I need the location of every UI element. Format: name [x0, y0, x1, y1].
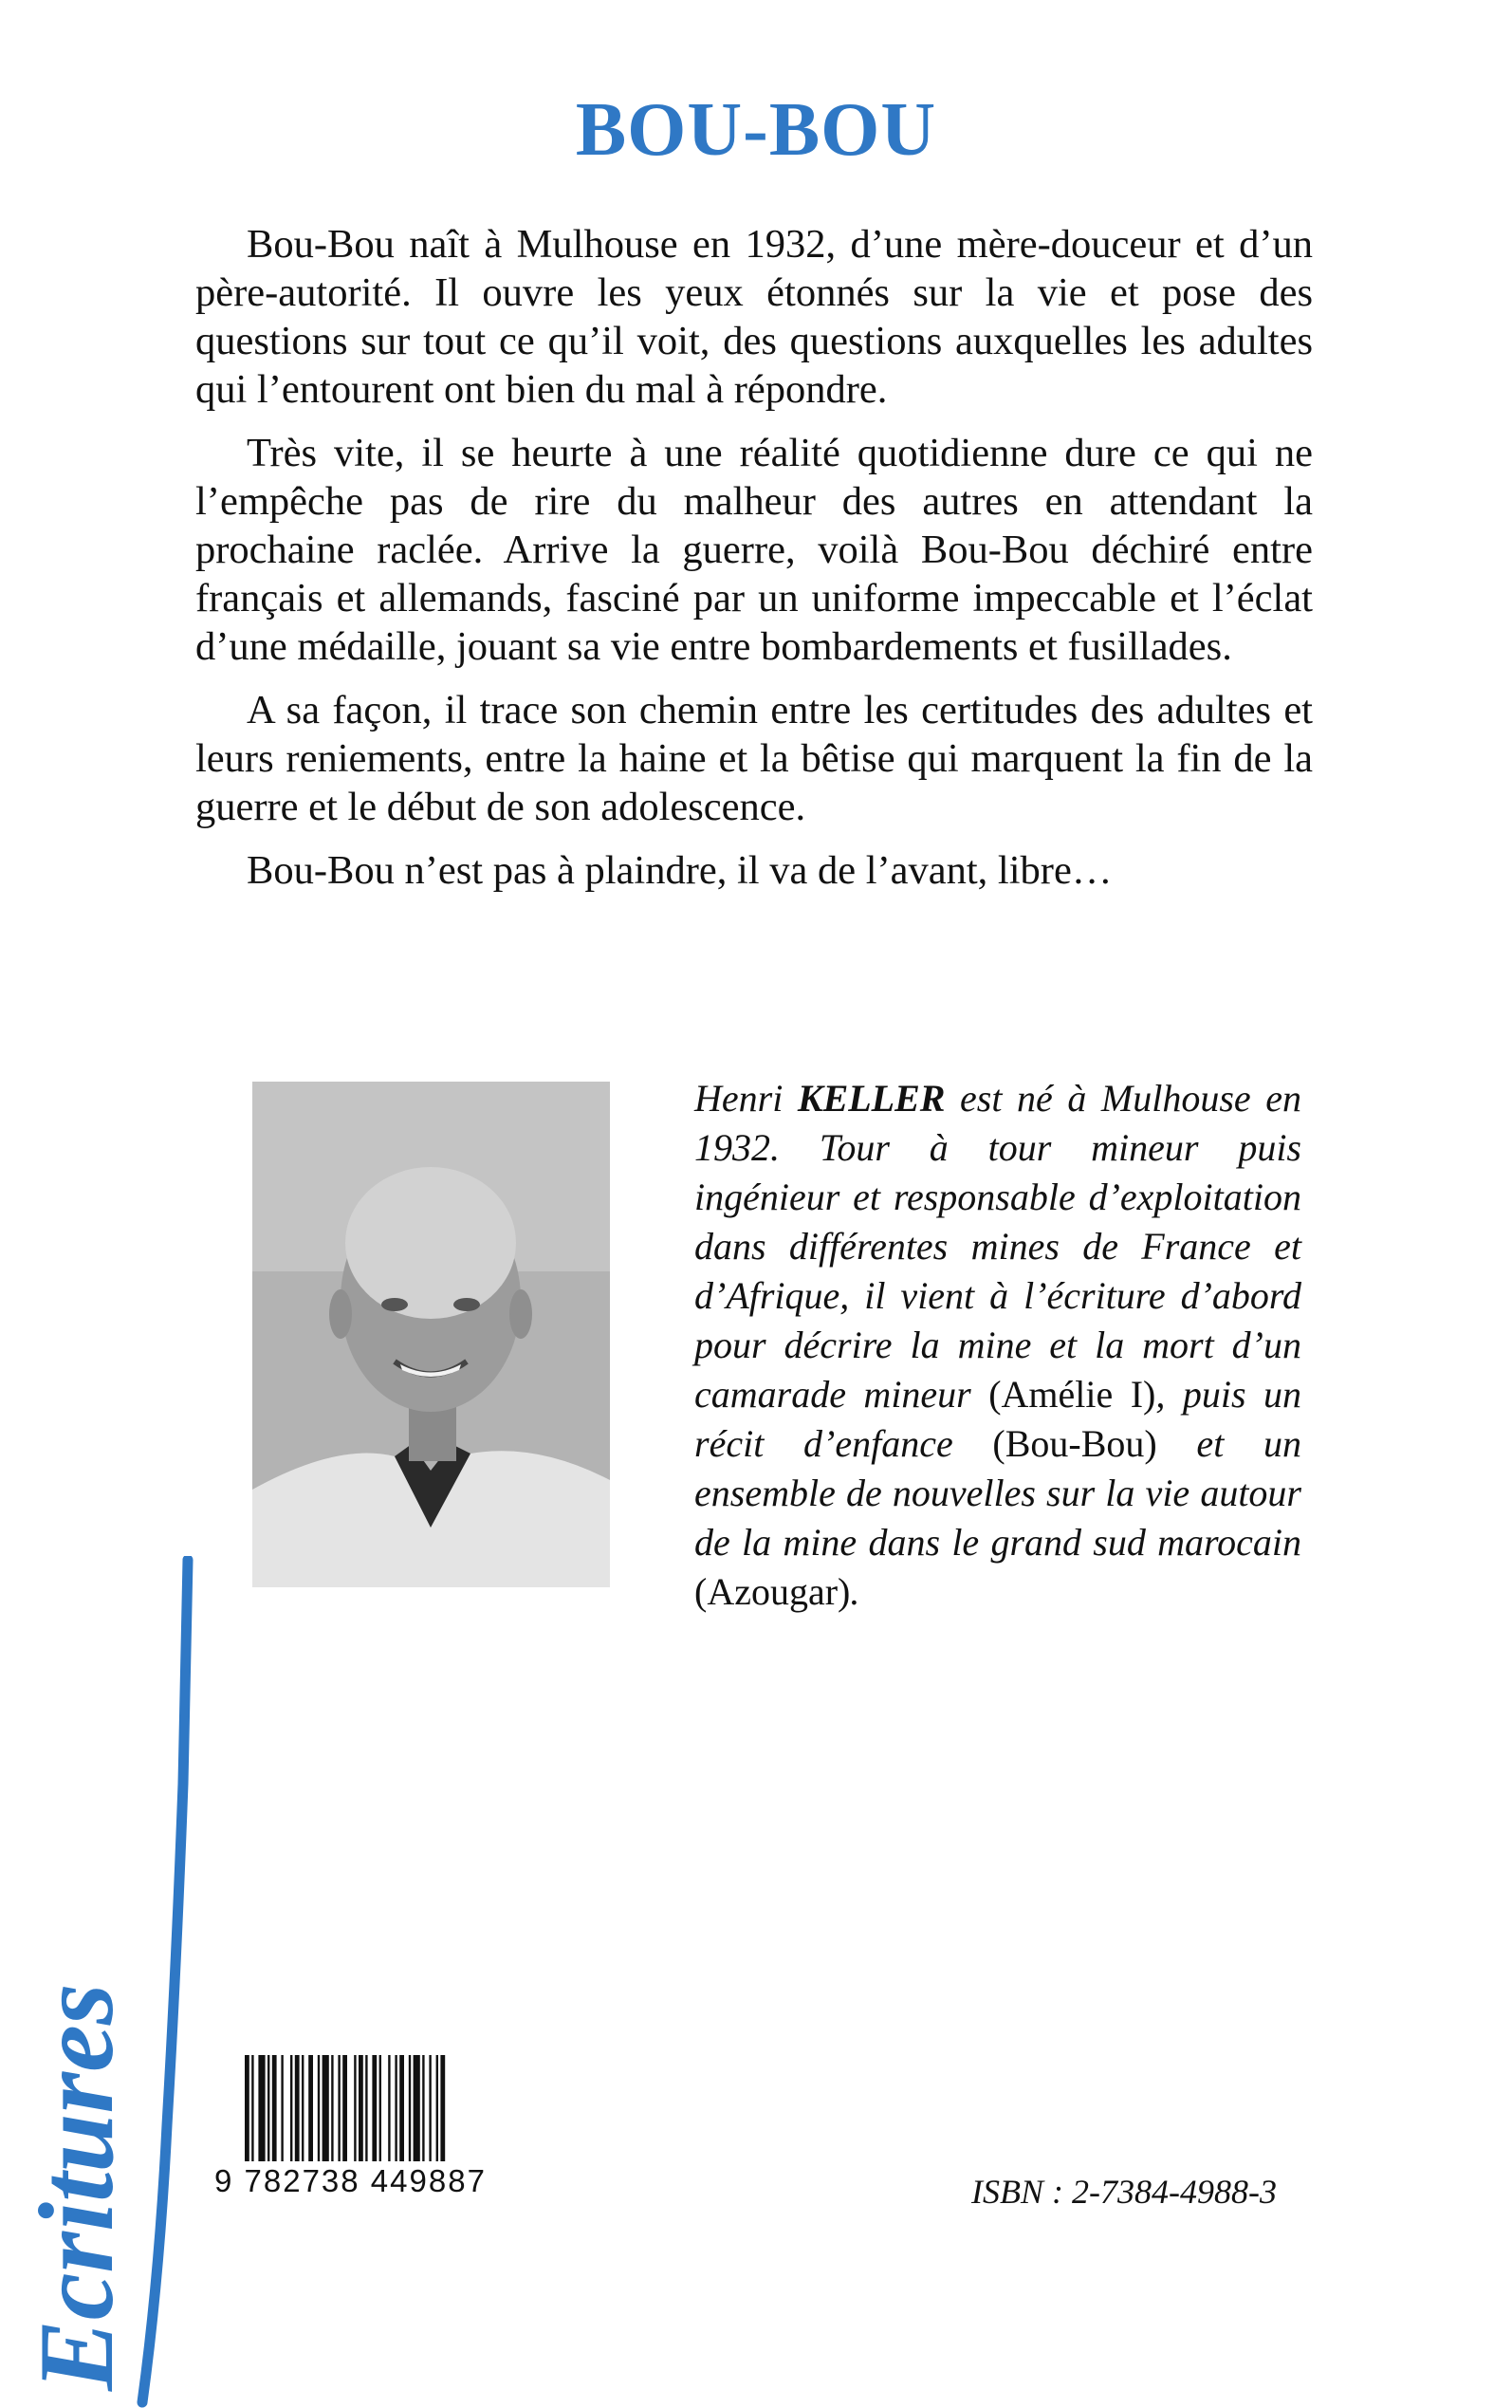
barcode-bar: [422, 2055, 424, 2161]
barcode-bar: [258, 2055, 265, 2161]
barcode-bar: [331, 2055, 333, 2161]
bio-text: est né à Mulhouse en 1932. Tour à tour mineur puis ingénieur et responsable d’exploitation dans différentes mines de France et d’Afrique, il vient à l’écriture d’abord pour décrire la mine et la mort d’un camarade mineur: [694, 1077, 1301, 1416]
barcode-bar: [272, 2055, 277, 2161]
barcode-bar: [395, 2055, 396, 2161]
bio-text: , puis un récit d’enfance: [694, 1373, 1302, 1465]
barcode-bar: [281, 2055, 283, 2161]
barcode-bar: [354, 2055, 356, 2161]
book-reference: (Azougar): [694, 1570, 851, 1613]
synopsis-paragraph: Bou-Bou n’est pas à plaindre, il va de l’avant, libre…: [247, 848, 1113, 893]
barcode-bar: [372, 2055, 377, 2161]
barcode-bar: [308, 2055, 313, 2161]
barcode-bar: [436, 2055, 438, 2161]
author-last-name: KELLER: [797, 1077, 946, 1120]
barcode-bar: [323, 2055, 329, 2161]
barcode-bar: [388, 2055, 390, 2161]
barcode: [245, 2055, 520, 2161]
book-reference: (Bou-Bou): [992, 1422, 1157, 1465]
barcode-bar: [342, 2055, 347, 2161]
barcode-bar: [338, 2055, 340, 2161]
barcode-bar: [429, 2055, 431, 2161]
series-name: Ecritures: [18, 1983, 136, 2391]
barcode-bar: [267, 2055, 269, 2161]
series-logo: [0, 1556, 218, 2408]
barcode-bar: [414, 2055, 420, 2161]
author-photo: [252, 1082, 610, 1587]
book-reference: (Amélie I): [988, 1373, 1156, 1416]
barcode-bar: [409, 2055, 411, 2161]
barcode-number: 9 782738 449887: [214, 2163, 487, 2198]
barcode-bar: [290, 2055, 292, 2161]
synopsis-paragraph: A sa façon, il trace son chemin entre les certitudes des adultes et leurs reniements, entre la haine et la bêtise qui marquent la fin de la guerre et le début de son adolescence.: [195, 688, 1313, 829]
barcode-bar: [295, 2055, 300, 2161]
barcode-bar: [245, 2055, 249, 2161]
synopsis-paragraph: Très vite, il se heurte à une réalité quotidienne dure ce qui ne l’empêche pas de rire du malheur des autres en attendant la prochaine raclée. Arrive la guerre, voilà Bou-Bou déchiré entre français et allemands, fasciné par un uniforme impeccable et l’éclat d’une médaille, jouant sa vie entre bombardements et fusillades.: [195, 431, 1313, 669]
bio-text: et un ensemble de nouvelles sur la vie autour de la mine dans le grand sud marocain: [694, 1422, 1301, 1564]
barcode-bar: [251, 2055, 253, 2161]
barcode-bar: [359, 2055, 363, 2161]
synopsis-paragraph: Bou-Bou naît à Mulhouse en 1932, d’une mère-douceur et d’un père-autorité. Il ouvre les yeux étonnés sur la vie et pose des questions sur tout ce qu’il voit, des questions auxquelles les adultes qui l’entourent ont bien du mal à répondre.: [195, 222, 1313, 412]
isbn: ISBN : 2-7384-4988-3: [971, 2173, 1277, 2211]
series-line: [142, 1560, 188, 2402]
bio-text: .: [850, 1570, 860, 1613]
synopsis: [195, 220, 1313, 910]
author-first-name: Henri: [694, 1077, 784, 1120]
author-portrait-icon: [252, 1082, 610, 1587]
book-title: BOU-BOU: [575, 88, 937, 172]
barcode-bar: [440, 2055, 445, 2161]
barcode-bar: [379, 2055, 381, 2161]
barcode-bar: [302, 2055, 304, 2161]
author-bio: [694, 1074, 1301, 1617]
barcode-bar: [365, 2055, 367, 2161]
barcode-bar: [399, 2055, 404, 2161]
barcode-bar: [318, 2055, 320, 2161]
